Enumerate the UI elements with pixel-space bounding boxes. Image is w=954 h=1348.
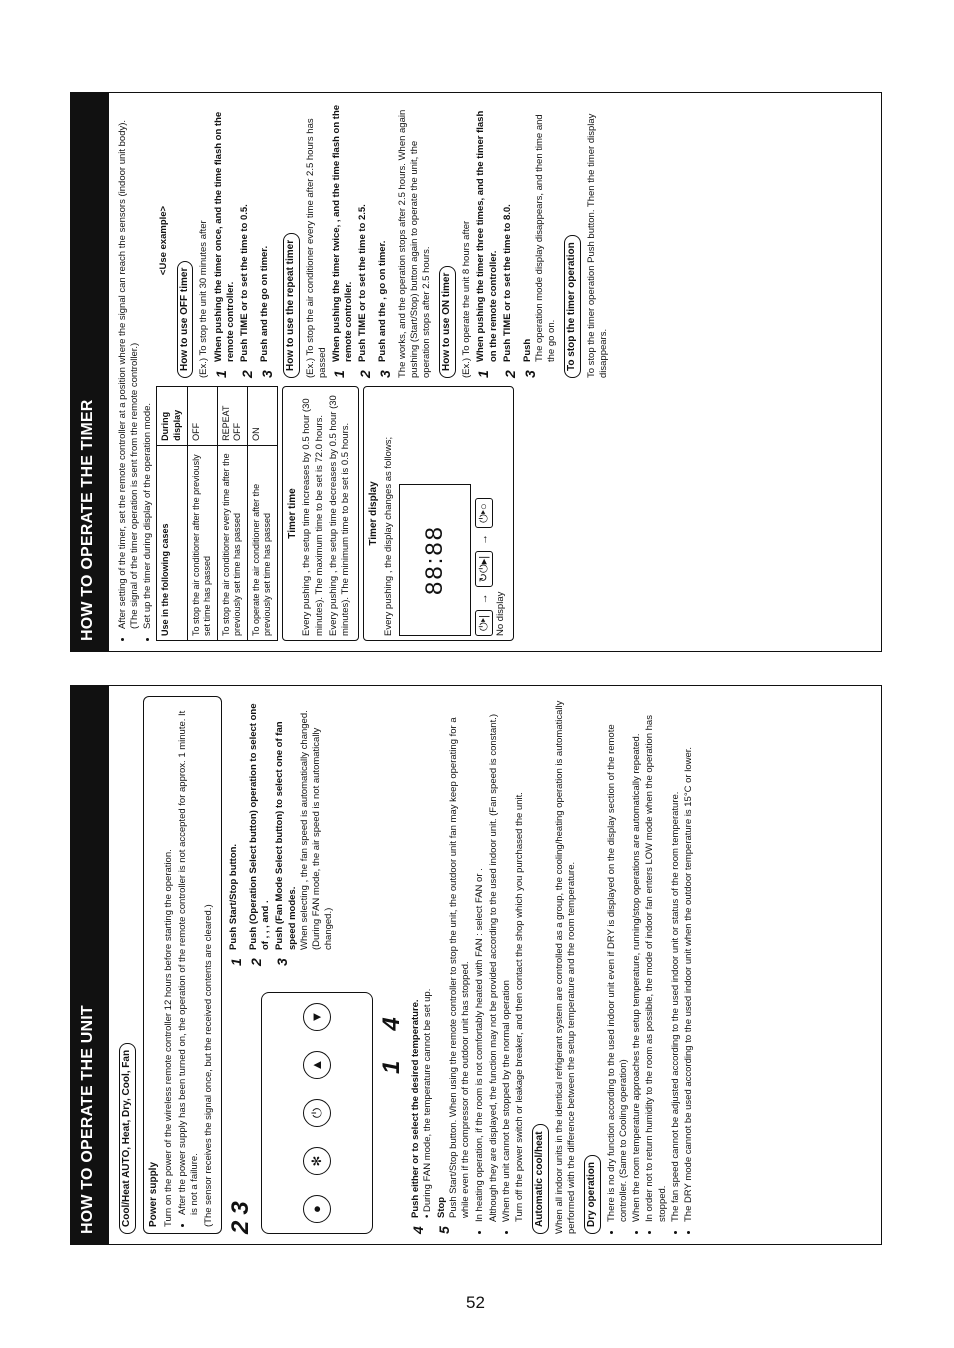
timer-intro: • After setting of the timer, set the remote controller at a position where the signal can reach the sensors (indoor unit body). (The signal of the timer operation is sent from the remote controller.) • Set up the timer during display of the operation mode. bbox=[117, 103, 154, 641]
operate-timer-panel: HOW TO OPERATE THE TIMER • After setting of the timer, set the remote controller at a position where the signal can reach the sensors (indoor unit body). (The signal of the timer operation is sent from the remote controller.) • Set up the timer during display of the operation mode. Use in the following cases During display To stop the air conditioner after the previously set time has passed OFF To stop the air conditioner every time after the previously set time has passed REPEAT OFF To operate the air conditioner after the previously set time has passed ON Timer time Every pushing , the setup time increases by 0.5 hour (30 minutes). The maximum time to be set is 72.0 hours. Every pushing , the setup time decreases by 0.5 hour (30 minutes). The minimum time to be set is 0.5 hours. Timer display Every pushing , the display changes as follows; 88:88 ⏻▸| → ↻⏻▸| → ⏻▸○ No display <Use example> How to use OFF timer (Ex.) To stop the unit 30 minutes after 1 When pushing the timer once, and the time flash on the remote controller. 2 Push TIME or to set the time to 0.5. 3 Push and the go on timer. How to use the repeat timer (Ex.) To stop the air conditioner every time after 2.5 hours has passed 1 When pushing the timer twice, , and the time flash on the remote controller. 2 Push TIME or to set the time to 2.5. 3 Push and the , go on timer. The works, and the operation stops after 2.5 hours. When again pushing (Start/Stop) button again to operate the unit, the operation stops after 2.5 hours. How to use ON timer (Ex.) To operate the unit 8 hours after 1 When pushing the timer three times, and the timer flash on the remote controller. 2 Push TIME or to set the time to 8.0. 3 Push The operation mode display disappears, and then time and the go on. To stop the timer operation To stop the timer operation Push button. Then the timer display disappears. bbox=[70, 92, 882, 652]
power-supply-bullet: • After the power supply has been turned on, the operation of the remote controller is not accepted for approx. 1 minute. It is not a failure. bbox=[177, 703, 201, 1215]
diagram-label-1: 1 bbox=[377, 1060, 405, 1074]
lcd-display: 88:88 bbox=[399, 484, 471, 636]
off-timer-icon: ⏻▸| bbox=[475, 610, 493, 636]
on-timer-icon: ⏻▸○ bbox=[475, 498, 493, 528]
timer-time-box: Timer time Every pushing , the setup time increases by 0.5 hour (30 minutes). The maximum time to be set is 72.0 hours. Every pushing , the setup time decreases by 0.5 hour (30 minutes). The minimum time to be set is 0.5 hours. bbox=[282, 386, 359, 641]
start-stop-button[interactable]: ⏻ bbox=[303, 1099, 331, 1127]
step-1: 1 Push Start/Stop button. bbox=[228, 843, 245, 966]
on-timer-heading: How to use ON timer bbox=[439, 266, 456, 378]
table-row: To stop the air conditioner after the previously set time has passed OFF bbox=[187, 387, 217, 641]
diagram-label-2: 2 bbox=[227, 1220, 255, 1234]
timer-usage-table: Use in the following cases During display To stop the air conditioner after the previously set time has passed OFF To stop the air conditioner every time after the previously set time has passed REPEAT OFF To operate the air conditioner after the previously set time has passed ON bbox=[156, 386, 277, 641]
diagram-label-4: 4 bbox=[377, 1017, 405, 1031]
operation-select-button[interactable]: ● bbox=[303, 1195, 331, 1223]
dry-operation-heading: Dry operation bbox=[584, 1155, 601, 1234]
step-5: 5 Stop Push Start/Stop button. When using the remote controller to stop the unit, the outdoor unit fan may keep operating for a while even if the compressor of the outdoor unit has stopped. bbox=[435, 717, 472, 1234]
remote-controller-diagram bbox=[261, 992, 373, 1234]
operate-unit-panel bbox=[70, 685, 882, 1245]
operation-notes: • In heating operation, if the room is not comfortably heated with FAN : select FAN or . Although they are displayed, the function may not be provided according to the used indoor unit. (Fan speed is constant.) • When the unit cannot be stopped by the normal operation Turn off the power switch or leakage breaker, and then contact the shop which you purchased the unit. bbox=[474, 696, 526, 1234]
repeat-timer-icon: ↻⏻▸| bbox=[475, 551, 493, 587]
power-supply-box bbox=[143, 696, 222, 1234]
page-number: 52 bbox=[466, 1293, 485, 1312]
temp-down-button[interactable]: ▼ bbox=[303, 1003, 331, 1031]
auto-cool-heat-heading: Automatic cool/heat bbox=[532, 1124, 549, 1234]
step-4: 4 Push either or to select the desired temperature. • During FAN mode, the temperature cannot be set up. bbox=[409, 988, 433, 1234]
power-supply-intro: Turn on the power of the wireless remote controller 12 hours before starting the operation. bbox=[162, 849, 174, 1227]
repeat-timer-heading: How to use the repeat timer bbox=[283, 233, 300, 378]
temp-up-button[interactable]: ▲ bbox=[303, 1051, 331, 1079]
fan-mode-button[interactable]: ✻ bbox=[303, 1147, 331, 1175]
table-row: To operate the air conditioner after the previously set time has passed ON bbox=[247, 387, 277, 641]
diagram-label-3: 3 bbox=[227, 1201, 255, 1215]
timer-display-box: Timer display Every pushing , the display changes as follows; 88:88 ⏻▸| → ↻⏻▸| → ⏻▸○ No display bbox=[363, 386, 514, 641]
step-2: 2 Push (Operation Select button) operation to select one of , , , and . bbox=[248, 703, 272, 966]
auto-cool-heat-text: When all indoor units in the identical refrigerant system are controlled as a group, the cooling/heating operation is automatically performed with the difference between the setup temperature and the room temperature. bbox=[553, 700, 578, 1234]
table-row: To stop the air conditioner every time after the previously set time has passed REPEAT OFF bbox=[217, 387, 247, 641]
step-3: 3 Push (Fan Mode Select button) to select one of fan speed modes. When selecting , the fan speed is automatically changed. (During FAN mode, the air speed is not automatically changed.) bbox=[274, 710, 335, 966]
unit-section-title: HOW TO OPERATE THE UNIT bbox=[71, 686, 109, 1244]
off-timer-heading: How to use OFF timer bbox=[177, 261, 194, 378]
display-sequence: ⏻▸| → ↻⏻▸| → ⏻▸○ bbox=[475, 391, 493, 636]
dry-operation-list: • There is no dry function according to the used indoor unit even if DRY is displayed on the display section of the remote controller. (Same to Cooling operation) • When the room temperature approaches the setup temperature, running/stop operations are automatically repeated. • In order not to return humidity to the room as possible, the mode of indoor fan enters LOW mode when the operation has stopped. • The fan speed cannot be adjusted according to the used indoor unit or status of the room temperature. • The DRY mode cannot be used according to the used indoor unit when the outdoor temperature is 15°C or lower. bbox=[606, 696, 695, 1234]
timer-section-title: HOW TO OPERATE THE TIMER bbox=[71, 93, 109, 651]
no-display-label: No display bbox=[495, 591, 507, 636]
power-supply-heading: Power supply bbox=[147, 1161, 159, 1227]
power-supply-note: (The sensor receives the signal once, but the received contents are cleared.) bbox=[203, 904, 215, 1227]
stop-timer-text: To stop the timer operation Push button. Then the timer display disappears. bbox=[585, 113, 609, 378]
mode-section-label: Cool/Heat AUTO, Heat, Dry, Cool, Fan bbox=[119, 1043, 136, 1234]
stop-timer-heading: To stop the timer operation bbox=[564, 235, 581, 378]
use-example-label: <Use example> bbox=[158, 205, 170, 276]
